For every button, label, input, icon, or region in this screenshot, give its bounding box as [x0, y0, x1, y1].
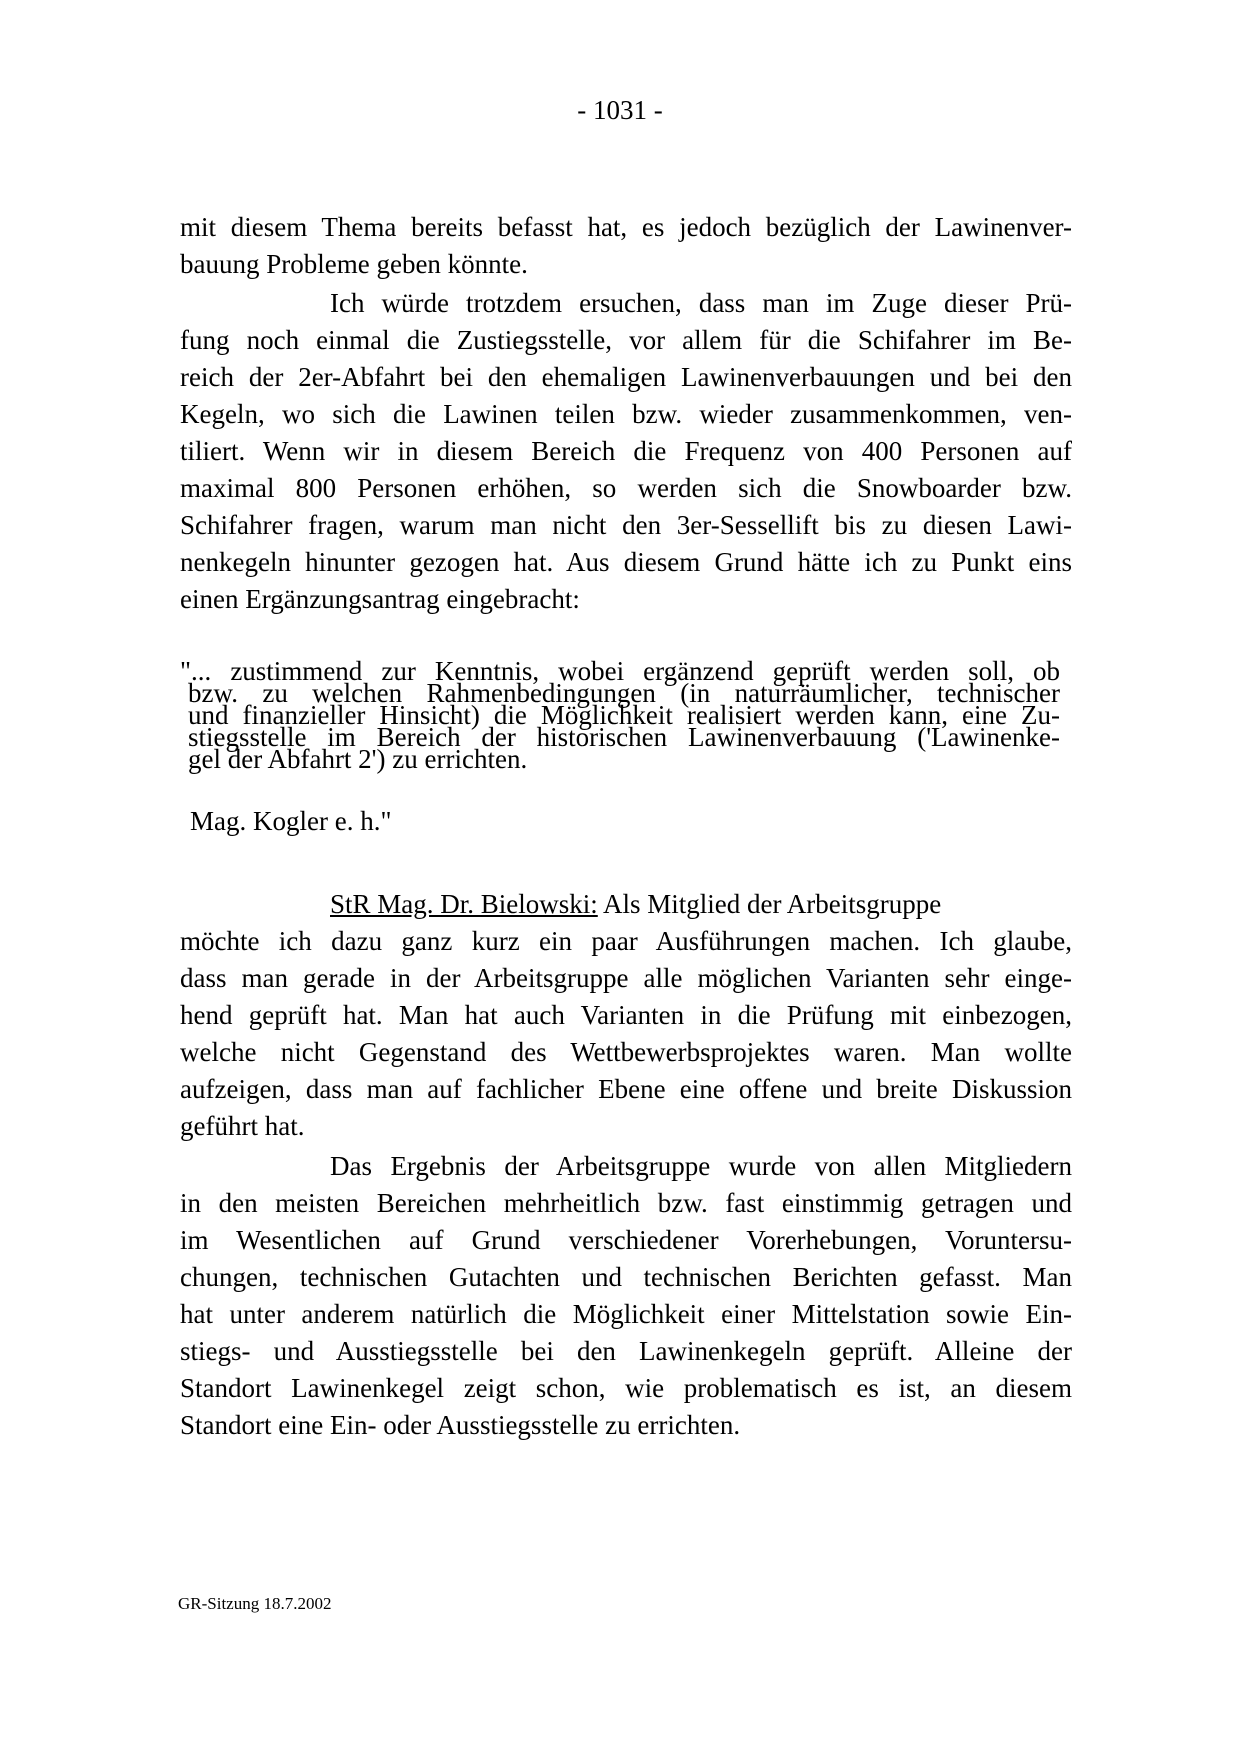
- motion-signature: Mag. Kogler e. h.": [190, 806, 392, 836]
- text-line: aufzeigen, dass man auf fachlicher Ebene eine offene und breite Diskussion: [180, 1074, 1072, 1104]
- motion-quote: [180, 656, 1060, 774]
- text-line: chungen, technischen Gutachten und technischen Berichten gefasst. Man: [180, 1262, 1072, 1292]
- page-number: - 1031 -: [577, 95, 663, 125]
- quote-line: stiegsstelle im Bereich der historischen Lawinenverbauung ('Lawinenke-: [188, 722, 1060, 752]
- quote-line: und finanzieller Hinsicht) die Möglichkeit realisiert werden kann, eine Zu-: [188, 700, 1060, 730]
- paragraph-4: [180, 1148, 1072, 1444]
- text-line: tiliert. Wenn wir in diesem Bereich die Frequenz von 400 Personen auf: [180, 436, 1072, 466]
- quote-line: gel der Abfahrt 2') zu errichten.: [188, 744, 528, 774]
- text-line: Ich würde trotzdem ersuchen, dass man im Zuge dieser Prü-: [330, 288, 1072, 318]
- speaker-name: StR Mag. Dr. Bielowski:: [330, 889, 598, 919]
- text-line: in den meisten Bereichen mehrheitlich bzw. fast einstimmig getragen und: [180, 1188, 1072, 1218]
- text-line: im Wesentlichen auf Grund verschiedener Vorerhebungen, Voruntersu-: [180, 1225, 1072, 1255]
- paragraph-3: [180, 886, 1072, 1145]
- text-line: fung noch einmal die Zustiegsstelle, vor allem für die Schifahrer im Be-: [180, 325, 1072, 355]
- text-line: welche nicht Gegenstand des Wettbewerbsprojektes waren. Man wollte: [180, 1037, 1072, 1067]
- text-line: hend geprüft hat. Man hat auch Varianten in die Prüfung mit einbezogen,: [180, 1000, 1072, 1030]
- text-line: mit diesem Thema bereits befasst hat, es jedoch bezüglich der Lawinenver-: [180, 212, 1072, 242]
- paragraph-1: [180, 209, 1072, 283]
- text-line: hat unter anderem natürlich die Möglichkeit einer Mittelstation sowie Ein-: [180, 1299, 1072, 1329]
- text-line: Schifahrer fragen, warum man nicht den 3er-Sessellift bis zu diesen Lawi-: [180, 510, 1072, 540]
- text-line: dass man gerade in der Arbeitsgruppe alle möglichen Varianten sehr einge-: [180, 963, 1072, 993]
- footer-session: GR-Sitzung 18.7.2002: [178, 1594, 332, 1613]
- text-line: einen Ergänzungsantrag eingebracht:: [180, 584, 580, 614]
- text-line: reich der 2er-Abfahrt bei den ehemaligen Lawinenverbauungen und bei den: [180, 362, 1072, 392]
- text-line: möchte ich dazu ganz kurz ein paar Ausführungen machen. Ich glaube,: [180, 926, 1072, 956]
- text-line: stiegs- und Ausstiegsstelle bei den Lawinenkegeln geprüft. Alleine der: [180, 1336, 1072, 1366]
- quote-line: bzw. zu welchen Rahmenbedingungen (in naturräumlicher, technischer: [188, 678, 1060, 708]
- text-line: Kegeln, wo sich die Lawinen teilen bzw. wieder zusammenkommen, ven-: [180, 399, 1072, 429]
- quote-line: "... zustimmend zur Kenntnis, wobei ergänzend geprüft werden soll, ob: [180, 656, 1060, 686]
- text-line: Standort eine Ein- oder Ausstiegsstelle zu errichten.: [180, 1410, 741, 1440]
- text-line: [180, 886, 1072, 923]
- text-line: maximal 800 Personen erhöhen, so werden sich die Snowboarder bzw.: [180, 473, 1072, 503]
- text-line: geführt hat.: [180, 1111, 305, 1141]
- text-line: nenkegeln hinunter gezogen hat. Aus diesem Grund hätte ich zu Punkt eins: [180, 547, 1072, 577]
- text-line: Standort Lawinenkegel zeigt schon, wie problematisch es ist, an diesem: [180, 1373, 1072, 1403]
- speaker-intro: Als Mitglied der Arbeitsgruppe: [597, 889, 942, 919]
- text-line: bauung Probleme geben könnte.: [180, 249, 528, 279]
- paragraph-2: [180, 285, 1072, 618]
- text-line: Das Ergebnis der Arbeitsgruppe wurde von allen Mitgliedern: [330, 1151, 1072, 1181]
